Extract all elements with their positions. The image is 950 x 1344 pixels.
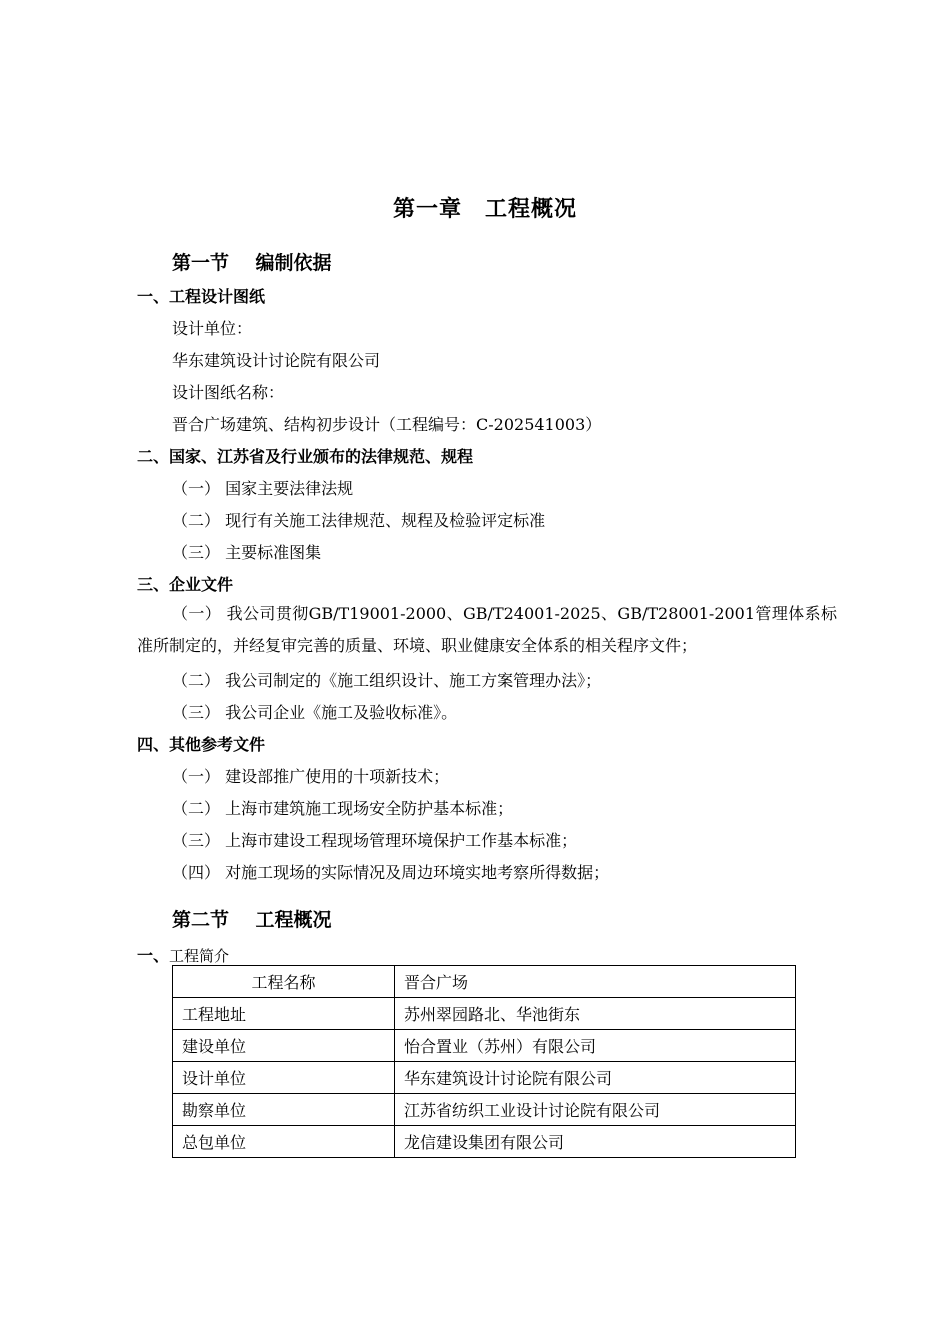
list-item-enterprise-2: （二） 我公司制定的《施工组织设计、施工方案管理办法》； (172, 671, 602, 690)
table-cell-value: 苏州翠园路北、华池街东 (395, 998, 796, 1030)
heading-project-intro (137, 943, 229, 966)
table-row (173, 1062, 796, 1094)
heading-project-intro-label: 工程简介 (169, 947, 230, 965)
table-row (173, 1094, 796, 1126)
heading-enterprise-documents: 三、企业文件 (137, 575, 234, 594)
list-item-laws-3: （三） 主要标准图集 (172, 543, 322, 562)
table-cell-key: 勘察单位 (173, 1094, 395, 1126)
list-item-reference-1: （一） 建设部推广使用的十项新技术； (172, 767, 450, 786)
table-cell-value: 江苏省纺织工业设计讨论院有限公司 (395, 1094, 796, 1126)
heading-design-drawings: 一、工程设计图纸 (137, 287, 266, 306)
table-cell-key: 工程名称 (173, 966, 395, 998)
line-design-unit-value: 华东建筑设计讨论院有限公司 (172, 351, 381, 370)
section-title-basis: 第一节 编制依据 (172, 252, 332, 274)
list-item-laws-2: （二） 现行有关施工法律规范、规程及检验评定标准 (172, 511, 546, 530)
line-design-unit-label: 设计单位： (172, 319, 253, 338)
heading-laws-regulations: 二、国家、江苏省及行业颁布的法律规范、规程 (137, 447, 474, 466)
list-item-laws-1: （一） 国家主要法律法规 (172, 479, 354, 498)
table-row (173, 1126, 796, 1158)
table-cell-value: 华东建筑设计讨论院有限公司 (395, 1062, 796, 1094)
heading-other-references: 四、其他参考文件 (137, 735, 266, 754)
line-drawing-name-label: 设计图纸名称： (172, 383, 285, 402)
paragraph-enterprise-standards: （一） 我公司贯彻GB/T19001-2000、GB/T24001-2025、GB/T28001-2001管理体系标准所制定的，并经复审完善的质量、环境、职业健康安全体系的相关程序文件； (137, 604, 837, 655)
table-cell-value: 龙信建设集团有限公司 (395, 1126, 796, 1158)
table-cell-key: 建设单位 (173, 1030, 395, 1062)
chapter-title: 第一章 工程概况 (392, 197, 577, 222)
table-row (173, 966, 796, 998)
line-drawing-name-value: 晋合广场建筑、结构初步设计（工程编号：C-202541003） (172, 415, 602, 434)
list-item-enterprise-3: （三） 我公司企业《施工及验收标准》。 (172, 703, 458, 722)
project-info-table (172, 965, 796, 1158)
table-cell-key: 设计单位 (173, 1062, 395, 1094)
list-item-reference-3: （三） 上海市建设工程现场管理环境保护工作基本标准； (172, 831, 578, 850)
table-row (173, 1030, 796, 1062)
table-cell-value: 怡合置业（苏州）有限公司 (395, 1030, 796, 1062)
heading-project-intro-number: 一、 (137, 946, 170, 965)
list-item-reference-4: （四） 对施工现场的实际情况及周边环境实地考察所得数据； (172, 863, 610, 882)
table-cell-value: 晋合广场 (395, 966, 796, 998)
list-item-reference-2: （二） 上海市建筑施工现场安全防护基本标准； (172, 799, 514, 818)
table-cell-key: 工程地址 (173, 998, 395, 1030)
table-cell-key: 总包单位 (173, 1126, 395, 1158)
section-title-overview: 第二节 工程概况 (172, 909, 332, 931)
table-row (173, 998, 796, 1030)
